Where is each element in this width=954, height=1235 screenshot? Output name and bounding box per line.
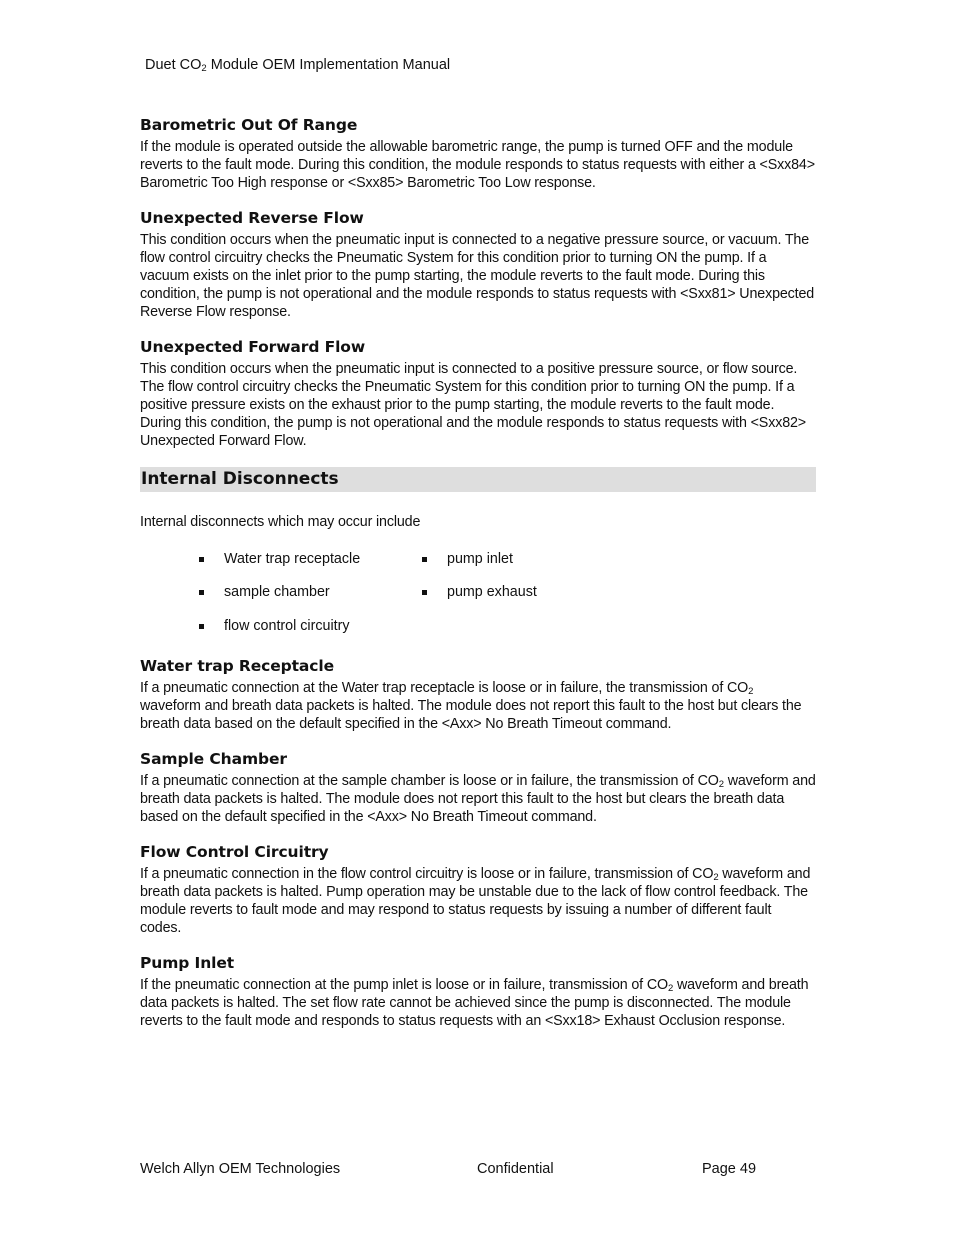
footer-confidentiality: Confidential xyxy=(477,1161,554,1177)
paragraph-internal-disconnects-intro: Internal disconnects which may occur include xyxy=(140,514,421,530)
paragraph-unexpected-reverse-flow: This condition occurs when the pneumatic input is connected to a negative pressure source, or vacuum. The flow control circuitry checks the Pneumatic System for this condition prior to turning ON the pump. If a vacuum exists on the inlet prior to the pump starting, the module reverts to the fault mode. During this condition, the pump is not operational and the module responds to status requests with <Sxx81> Unexpected Reverse Flow response. xyxy=(140,232,815,320)
heading-barometric-out-of-range: Barometric Out Of Range xyxy=(140,116,358,134)
heading-flow-control-circuitry: Flow Control Circuitry xyxy=(140,843,329,861)
paragraph-sample-chamber: If a pneumatic connection at the sample chamber is loose or in failure, the transmission of $CO_2$ waveform and breath data packets is halted. The module does not report this fault to the host but clears the breath data based on the default specified in the <Axx> No Breath Timeout command. xyxy=(140,773,816,825)
paragraph-unexpected-forward-flow: This condition occurs when the pneumatic input is connected to a positive pressure source, or flow source. The flow control circuitry checks the Pneumatic System for this condition prior to turning ON the pump. If a positive pressure exists on the exhaust prior to the pump starting, the module reverts to the fault mode. During this condition, the pump is not operational and the module responds to status requests with <Sxx82> Unexpected Forward Flow. xyxy=(140,361,806,449)
heading-unexpected-forward-flow: Unexpected Forward Flow xyxy=(140,338,366,356)
footer-company: Welch Allyn OEM Technologies xyxy=(140,1161,341,1177)
heading-unexpected-reverse-flow: Unexpected Reverse Flow xyxy=(140,209,364,227)
paragraph-water-trap-receptacle: If a pneumatic connection at the Water trap receptacle is loose or in failure, the transmission of $CO_2$ waveform and breath data packets is halted. The module does not report this fault to the host but clears the breath data based on the default specified in the <Axx> No Breath Timeout command. xyxy=(140,680,802,732)
heading-water-trap-receptacle: Water trap Receptacle xyxy=(140,657,334,675)
bullet-list-internal-disconnects: Water trap receptacle pump inlet sample chamber pump exhaust flow control circuitry xyxy=(140,543,816,657)
page-content xyxy=(140,116,816,1047)
paragraph-flow-control-circuitry: If a pneumatic connection in the flow control circuitry is loose or in failure, transmission of $CO_2$ waveform and breath data packets is halted. Pump operation may be unstable due to the lack of flow control feedback. The module reverts to fault mode and may respond to status requests by issuing a number of different fault codes. xyxy=(140,866,811,936)
heading-sample-chamber: Sample Chamber xyxy=(140,750,287,768)
footer-page-number: Page 49 xyxy=(702,1161,757,1177)
bullet-square-icon xyxy=(199,590,204,595)
bullet-square-icon xyxy=(199,557,204,562)
bullet-square-icon xyxy=(422,557,427,562)
heading-pump-inlet: Pump Inlet xyxy=(140,954,235,972)
paragraph-pump-inlet: If the pneumatic connection at the pump inlet is loose or in failure, transmission of $CO_2$ waveform and breath data packets is halted. The set flow rate cannot be achieved since the pump is disconnected. The module reverts to the fault mode and responds to status requests with an <Sxx18> Exhaust Occlusion response. xyxy=(140,977,809,1029)
section-banner-internal-disconnects: Internal Disconnects xyxy=(140,467,816,492)
paragraph-barometric-out-of-range: If the module is operated outside the allowable barometric range, the pump is turned OFF and the module reverts to the fault mode. During this condition, the module responds to status requests with either a <Sxx84> Barometric Too High response or <Sxx85> Barometric Too Low response. xyxy=(140,139,815,191)
bullet-square-icon xyxy=(199,624,204,629)
bullet-square-icon xyxy=(422,590,427,595)
running-header: Duet $CO_2$ Module OEM Implementation Manual xyxy=(145,57,451,74)
